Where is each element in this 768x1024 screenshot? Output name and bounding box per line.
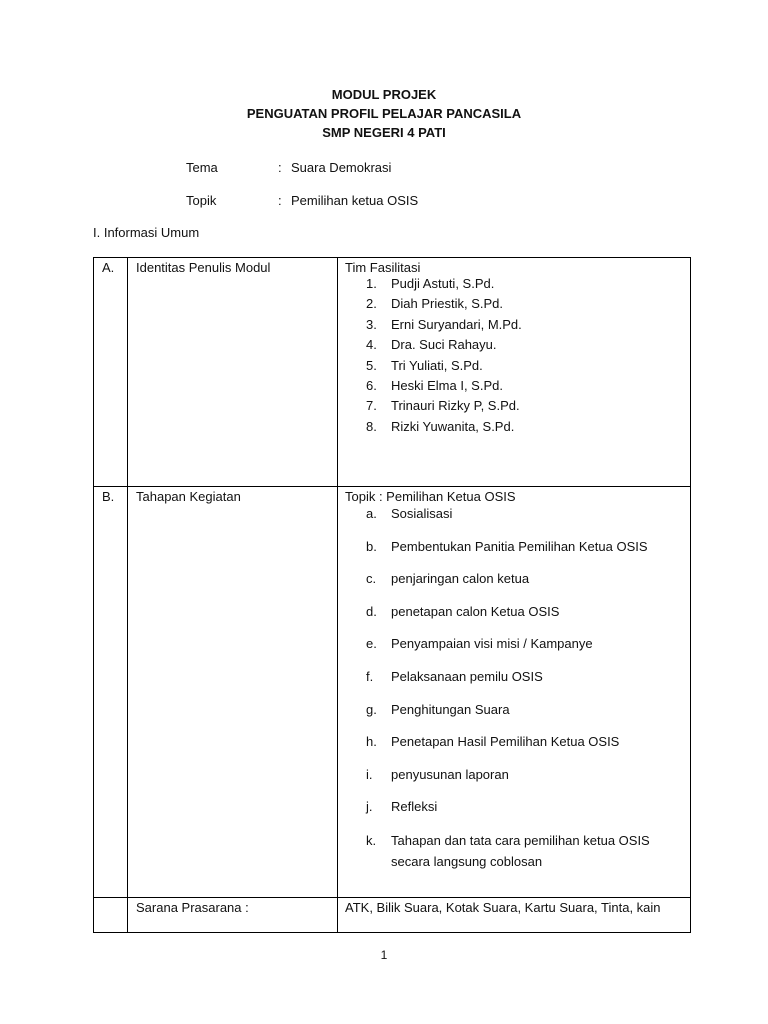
- list-marker: 8.: [366, 418, 377, 434]
- list-item: [338, 418, 690, 438]
- list-marker: 2.: [366, 296, 377, 312]
- section-title: I. Informasi Umum: [93, 225, 200, 240]
- table-row-c: [94, 898, 691, 933]
- list-marker: a.: [366, 506, 377, 521]
- list-item-text: Pudji Astuti, S.Pd.: [391, 276, 495, 291]
- list-item-text: Penetapan Hasil Pemilihan Ketua OSIS: [391, 734, 620, 750]
- list-marker: e.: [366, 636, 377, 652]
- tema-colon: :: [278, 160, 282, 175]
- list-marker: d.: [366, 603, 377, 619]
- list-item: [338, 667, 690, 700]
- stage-list: [338, 504, 690, 875]
- list-item: [338, 397, 690, 417]
- tema-value: Suara Demokrasi: [291, 160, 392, 175]
- info-table: [93, 257, 691, 933]
- topik-label: Topik: [186, 193, 217, 208]
- list-item: [338, 732, 690, 765]
- row-c-label-cell: [128, 898, 338, 933]
- list-item-text: Erni Suryandari, M.Pd.: [391, 316, 522, 332]
- table-row-b: [94, 487, 691, 898]
- row-a-code-cell: [94, 258, 128, 487]
- list-item-text: Trinauri Rizky P, S.Pd.: [391, 398, 520, 414]
- list-marker: 5.: [366, 357, 377, 373]
- list-marker: 1.: [366, 276, 377, 291]
- list-item-text: Pembentukan Panitia Pemilihan Ketua OSIS: [391, 538, 648, 554]
- list-item: [338, 275, 690, 295]
- row-b-content-cell: [338, 487, 691, 898]
- list-marker: 3.: [366, 316, 377, 332]
- list-marker: j.: [366, 799, 373, 815]
- list-marker: h.: [366, 734, 377, 750]
- list-item: [338, 295, 690, 315]
- list-marker: 7.: [366, 398, 377, 414]
- list-item-text: Penyampaian visi misi / Kampanye: [391, 636, 593, 652]
- row-a-label-cell: [128, 258, 338, 487]
- list-marker: 6.: [366, 377, 377, 393]
- list-item-text: Diah Priestik, S.Pd.: [391, 296, 503, 312]
- list-item: [338, 765, 690, 798]
- list-item-text: Tahapan dan tata cara pemilihan ketua OSIS secara langsung coblosan: [391, 832, 650, 869]
- row-c-code: [94, 898, 127, 900]
- list-item: [338, 602, 690, 635]
- topik-value: Pemilihan ketua OSIS: [291, 193, 419, 208]
- table-row-a: [94, 258, 691, 487]
- list-item: [338, 316, 690, 336]
- row-b-label-cell: [128, 487, 338, 898]
- list-item-text: Tri Yuliati, S.Pd.: [391, 357, 483, 373]
- topik-colon: :: [278, 193, 282, 208]
- list-item: [338, 797, 690, 830]
- facilitator-list: [338, 275, 690, 438]
- list-item-text: Pelaksanaan pemilu OSIS: [391, 668, 543, 684]
- list-item-text: Penghitungan Suara: [391, 701, 510, 717]
- list-item: [338, 377, 690, 397]
- facilitator-heading: Tim Fasilitasi: [345, 260, 421, 275]
- list-item: [338, 504, 690, 537]
- row-a-content-cell: [338, 258, 691, 487]
- list-item: [338, 537, 690, 570]
- row-b-code-cell: [94, 487, 128, 898]
- list-marker: 4.: [366, 337, 377, 353]
- document-title: MODUL PROJEK: [331, 87, 437, 102]
- list-marker: g.: [366, 701, 377, 717]
- list-item-text: penyusunan laporan: [391, 766, 509, 782]
- document-subtitle: PENGUATAN PROFIL PELAJAR PANCASILA: [246, 106, 522, 121]
- row-c-code-cell: [94, 898, 128, 933]
- list-item-text: penjaringan calon ketua: [391, 571, 530, 587]
- page-number: 1: [380, 948, 388, 962]
- list-marker: k.: [366, 832, 377, 848]
- list-item: [338, 830, 690, 875]
- row-a-label: Identitas Penulis Modul: [136, 260, 271, 275]
- row-a-code: A.: [102, 260, 115, 275]
- list-marker: f.: [366, 668, 374, 684]
- list-marker: c.: [366, 571, 377, 587]
- row-c-label: Sarana Prasarana :: [136, 900, 249, 915]
- list-item-text: penetapan calon Ketua OSIS: [391, 603, 560, 619]
- list-item: [338, 634, 690, 667]
- school-name: SMP NEGERI 4 PATI: [322, 125, 446, 140]
- list-item-text: Dra. Suci Rahayu.: [391, 337, 497, 353]
- list-marker: b.: [366, 538, 377, 554]
- list-item-text: Refleksi: [391, 799, 438, 815]
- list-marker: i.: [366, 766, 373, 782]
- list-item: [338, 336, 690, 356]
- stage-heading: Topik : Pemilihan Ketua OSIS: [345, 489, 516, 504]
- list-item: [338, 357, 690, 377]
- tema-label: Tema: [186, 160, 218, 175]
- row-b-code: B.: [102, 489, 115, 504]
- list-item: [338, 700, 690, 733]
- row-b-label: Tahapan Kegiatan: [136, 489, 241, 504]
- row-c-value-cell: [338, 898, 691, 933]
- row-c-value: ATK, Bilik Suara, Kotak Suara, Kartu Suara, Tinta, kain: [345, 900, 661, 915]
- list-item-text: Sosialisasi: [391, 506, 453, 521]
- list-item-text: Rizki Yuwanita, S.Pd.: [391, 418, 515, 434]
- list-item: [338, 569, 690, 602]
- list-item-text: Heski Elma I, S.Pd.: [391, 377, 503, 393]
